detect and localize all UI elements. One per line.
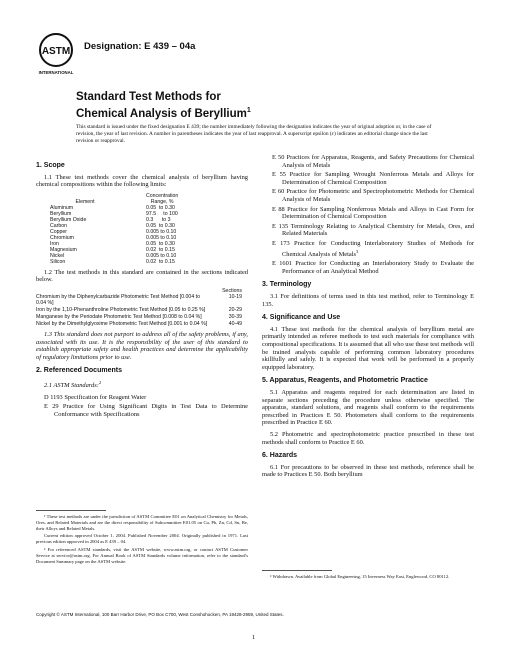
terminology-p1: 3.1 For definitions of terms used in this test method, refer to Terminology E 135. <box>262 293 474 308</box>
page-title <box>76 91 251 121</box>
ref-item: E 135 Terminology Relating to Analytical Chemistry for Metals, Ores, and Related Materials <box>272 222 474 238</box>
intro-paragraph: This standard is issued under the fixed designation E 439; the number immediately following the designation indicates the year of original adoption or, in the case of revision, the year of last revision. A number in parentheses indicates the year of last reapproval. A superscript epsilon (ε) indicates an editorial change since the last revision or reapproval. <box>76 124 432 144</box>
designation: Designation: E 439 – 04a <box>84 41 196 52</box>
ref-item: D 1193 Specification for Reagent Water <box>44 393 147 401</box>
hazards-heading: 6. Hazards <box>262 452 298 460</box>
refdocs-heading: 2. Referenced Documents <box>36 367 122 375</box>
svg-text:INTERNATIONAL: INTERNATIONAL <box>38 70 74 75</box>
footnote-2: ² For referenced ASTM standards, visit the ASTM website, www.astm.org, or contact ASTM Customer Service at service@astm.org. For Annual Book of ASTM Standards volume information, refer to the standard's Document Summary page on the ASTM website. <box>36 546 248 564</box>
ref-item: E 29 Practice for Using Significant Digits in Test Data to Determine Conformance with Specifications <box>44 403 248 418</box>
ref-item: E 88 Practice for Sampling Nonferrous Metals and Alloys in Cast Form for Determination of Chemical Composition <box>272 205 474 221</box>
title-line2: Chemical Analysis of Beryllium$^1$ <box>76 107 251 120</box>
sections-table: Sections Chromium by the Diphenylcarbazide Photometric Test Method [0.004 to 0.04 %] 10-19 Iron by the 1,10-Phenanthroline Photometric Test Method [0.05 to 0.25 %] 20-29 Manganese by the Periodate Photometric Test Method [0.008 to 0.04 %] 30-39 Nickel by the Dimethylglyoxime Photometric Test Method [0.001 to 0.04 %] 40-49 <box>36 287 242 327</box>
copyright: Copyright © ASTM International, 100 Barr Harbor Drive, PO Box C700, West Conshohocken, PA 19428-2959, United States. <box>36 612 284 617</box>
scope-p3: 1.3 This standard does not purport to address all of the safety problems, if any, associated with its use. It is the responsibility of the user of this standard to establish appropriate safety and health practices and determine the applicability of regulatory limitations prior to use. <box>36 330 248 361</box>
footnotes-left <box>36 510 248 568</box>
apparatus-p2: 5.2 Photometric and spectrophotometric practice prescribed in these test methods shall conform to Practice E 60. <box>262 430 474 446</box>
terminology-heading: 3. Terminology <box>262 281 312 289</box>
hazards-p1: 6.1 For precautions to be observed in these test methods, reference shall be made to Practices E 50. Both beryllium <box>262 463 474 479</box>
right-column <box>262 154 474 483</box>
scope-p2: 1.2 The test methods in this standard are contained in the sections indicated below. <box>36 268 248 284</box>
svg-text:ASTM: ASTM <box>41 46 71 57</box>
ref-item: E 173 Practice for Conducting Interlaboratory Studies of Methods for Chemical Analysis of Metals$^3$ <box>272 239 474 258</box>
footnote-1: ¹ These test methods are under the jurisdiction of ASTM Committee E01 on Analytical Chemistry for Metals, Ores, and Related Materials and are the direct responsibility of Subcommittee E01.05 on Cu, Pb, Zn, Cd, Sn, Be, their Alloys and Related Metals. <box>36 514 248 531</box>
footnote-3: ³ Withdrawn. Available from Global Engineering, 15 Inverness Way East, Englewood, CO 80112. <box>270 574 450 579</box>
footnote-divider <box>262 570 332 571</box>
scope-p1: 1.1 These test methods cover the chemical analysis of beryllium having chemical compositions within the following limits: <box>36 173 248 189</box>
ref-item: E 1601 Practice for Conducting an Interlaboratory Study to Evaluate the Performance of an Analytical Method <box>272 260 474 275</box>
astm-logo <box>36 32 76 78</box>
concentration-table: Concentration Element Range, % Aluminum 0.05 to 0.30 Beryllium 97.5 to 100 Beryllium Oxide 0.3 to 3 Carbon 0.05 to 0.30 Copper 0.005 to 0.10 Chromium 0.005 to 0.10 Iron 0.05 to 0.30 Magnesium 0.02 to 0.15 Nickel 0.005 to 0.10 Silicon 0.02 to 0.15 <box>50 192 179 265</box>
footnote-divider <box>36 510 106 511</box>
ref-item: E 60 Practice for Photometric and Spectrophotometric Methods for Chemical Analysis of Metals <box>272 188 474 203</box>
ref-item: E 55 Practice for Sampling Wrought Nonferrous Metals and Alloys for Determination of Chemical Composition <box>272 171 474 186</box>
scope-heading: 1. Scope <box>36 162 65 169</box>
significance-heading: 4. Significance and Use <box>262 314 341 322</box>
ref-item: E 50 Practices for Apparatus, Reagents, and Safety Precautions for Chemical Analysis of Metals <box>272 154 474 169</box>
apparatus-heading: 5. Apparatus, Reagents, and Photometric Practice <box>262 377 428 385</box>
footnote-1b: Current edition approved October 1, 2004. Published November 2004. Originally published in 1971. Last previous edition approved in 2004 as E 439 – 04. <box>36 533 248 545</box>
footnotes-right <box>262 570 474 584</box>
page-number: 1 <box>252 634 256 641</box>
apparatus-p1: 5.1 Apparatus and reagents required for each determination are listed in separate sections preceding the procedure unless otherwise specified. The apparatus, standard solutions, and reagents shall conform to the requirements prescribed in Practices E 50. Photometers shall conform to the requirements prescribed in Practice E 60. <box>262 388 474 427</box>
title-line1: Standard Test Methods for <box>76 91 221 103</box>
significance-p1: 4.1 These test methods for the chemical analysis of beryllium metal are primarily intended as referee methods to test such materials for compliance with compositional specifications. It is assumed that all who use these test methods will be trained analysts capable of performing common laboratory procedures skillfully and safely. It is expected that work will be performed in a properly equipped laboratory. <box>262 325 474 371</box>
refdocs-sub: 2.1 ASTM Standards:$^2$ <box>44 379 102 390</box>
left-column <box>36 156 248 420</box>
